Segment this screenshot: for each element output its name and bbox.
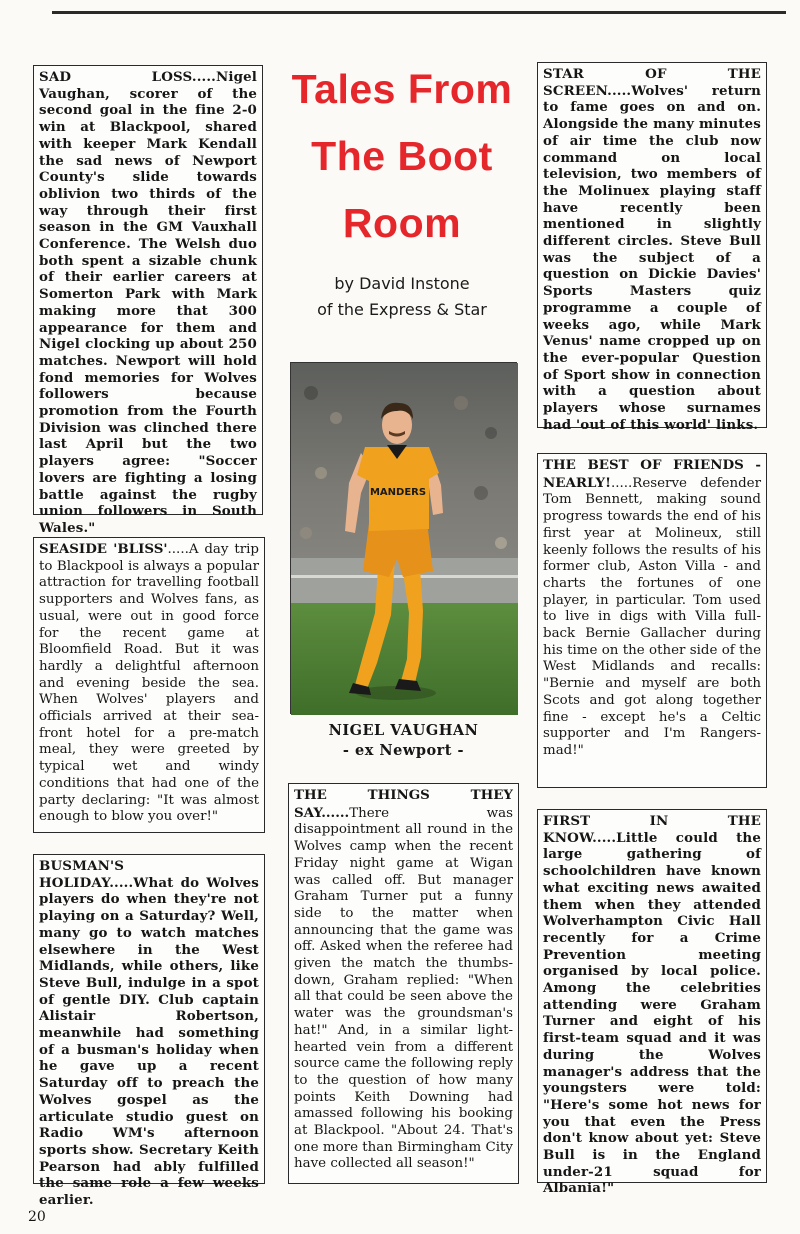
article-first-in-know <box>537 809 767 1197</box>
byline-publication: of the Express & Star <box>317 300 487 319</box>
article-busmans-holiday <box>33 854 265 1209</box>
photo-caption <box>290 721 517 761</box>
article-heading: THE THINGS THEY SAY...... <box>294 787 513 821</box>
article-star-of-screen <box>537 62 767 433</box>
top-rule <box>52 11 786 14</box>
article-body: Little could the large gathering of schoolchildren have known what exciting news awaited them when they attended Wolverhampton Civic Hall recently for a Crime Prevention meeting organised by local police. Among the celebrities attending were Graham Turner and eight of his first-team squad and it was during the Wolves manager's address that the youngsters were told: "Here's some hot news for you that even the Press don't know about yet: Steve Bull is in the England under-21 squad for Albania!" <box>543 829 761 1197</box>
player-photo-illustration <box>291 363 518 715</box>
article-seaside-bliss <box>33 537 265 833</box>
article-heading: SAD LOSS..... <box>39 69 216 85</box>
article-heading: SEASIDE 'BLISS' <box>39 541 168 557</box>
article-body: Nigel Vaughan, scorer of the second goal in the fine 2-0 win at Blackpool, shared with keeper Mark Kendall the sad news of Newport County's slide towards oblivion two thirds of the way through their first season in the GM Vauxhall Conference. The Welsh duo both spent a sizable chunk of their earlier careers at Somerton Park with Mark making more that 300 appearance for them and Nigel clocking up about 250 matches. Newport will hold fond memories for Wolves followers because promotion from the Fourth Division was clinched there last April but the two players agree: "Soccer lovers are fighting a losing battle against the rugby union followers in South Wales." <box>39 69 257 536</box>
article-body: What do Wolves players do when they're not playing on a Saturday? Well, many go to watch matches elsewhere in the West Midlands, while others, like Steve Bull, indulge in a spot of gentle DIY. Club captain Alistair Robertson, meanwhile had something of a busman's holiday when he gave up a recent Saturday off to preach the Wolves gospel as the articulate studio guest on Radio WM's afternoon sports show. Secretary Keith Pearson had ably fulfilled the same role a few weeks earlier. <box>39 874 259 1209</box>
title-line: The Boot <box>311 133 493 179</box>
article-body: Wolves' return to fame goes on and on. Alongside the many minutes of air time the club now command on local television, two members of the Molinuex playing staff have recently been mentioned in slightly different circles. Steve Bull was the subject of a question on Dickie Davies' Sports Masters quiz programme a couple of weeks ago, while Mark Venus' name cropped up on the ever-popular Question of Sport show in connection with a question about players whose surnames had 'out of this world' links. <box>543 82 761 433</box>
byline-author: by David Instone <box>334 274 470 293</box>
article-body: There was disappointment all round in the Wolves camp when the recent Friday night game at Wigan was called off. But manager Graham Turner put a funny side to the matter when announcing that the game was off. Asked when the referee had given the match the thumbs-down, Graham replied: "When all that could be seen above the water was the groundsman's hat!" And, in a similar light-hearted vein from a different source came the following reply to the question of how many points Keith Downing had amassed following his booking at Blackpool. "About 24. That's one more than Birmingham City have collected all season!" <box>294 805 513 1172</box>
article-heading: FIRST IN THE KNOW..... <box>543 813 761 846</box>
article-body: .....Reserve defender Tom Bennett, making sound progress towards the end of his first year at Molineux, still keenly follows the results of his former club, Aston Villa - and charts the fortunes of one player, in particular. Tom used to live in digs with Villa full-back Bernie Gallacher during his time on the other side of the West Midlands and recalls: "Bernie and myself are both Scots and got along together fine - except he's a Celtic supporter and I'm Rangers-mad!" <box>543 475 761 758</box>
shirt-sponsor-text: MANDERS <box>369 487 427 498</box>
article-body: .....A day trip to Blackpool is always a popular attraction for travelling football supporters and Wolves fans, as usual, were out in good force for the recent game at Bloomfield Road. But it was hardly a delightful afternoon and evening beside the sea. When Wolves' players and officials arrived at their sea-front hotel for a pre-match meal, they were greeted by typical wet and windy conditions that had one of the party declaring: "It was almost enough to blow you over!" <box>39 542 259 825</box>
caption-sub: - ex Newport - <box>342 742 465 759</box>
player-photo <box>290 362 517 714</box>
article-things-they-say <box>288 783 519 1184</box>
article-heading: BUSMAN'S HOLIDAY..... <box>39 858 134 891</box>
title-line: Tales From <box>291 66 513 112</box>
article-heading: STAR OF THE SCREEN..... <box>543 66 761 99</box>
title-line: Room <box>342 200 462 246</box>
page-title <box>282 56 522 257</box>
byline <box>282 271 522 323</box>
article-sad-loss <box>33 65 263 536</box>
article-best-of-friends <box>537 453 767 788</box>
article-heading: THE BEST OF FRIENDS - NEARLY! <box>543 457 761 491</box>
caption-name: NIGEL VAUGHAN <box>328 722 479 739</box>
page-number: 20 <box>28 1209 46 1225</box>
